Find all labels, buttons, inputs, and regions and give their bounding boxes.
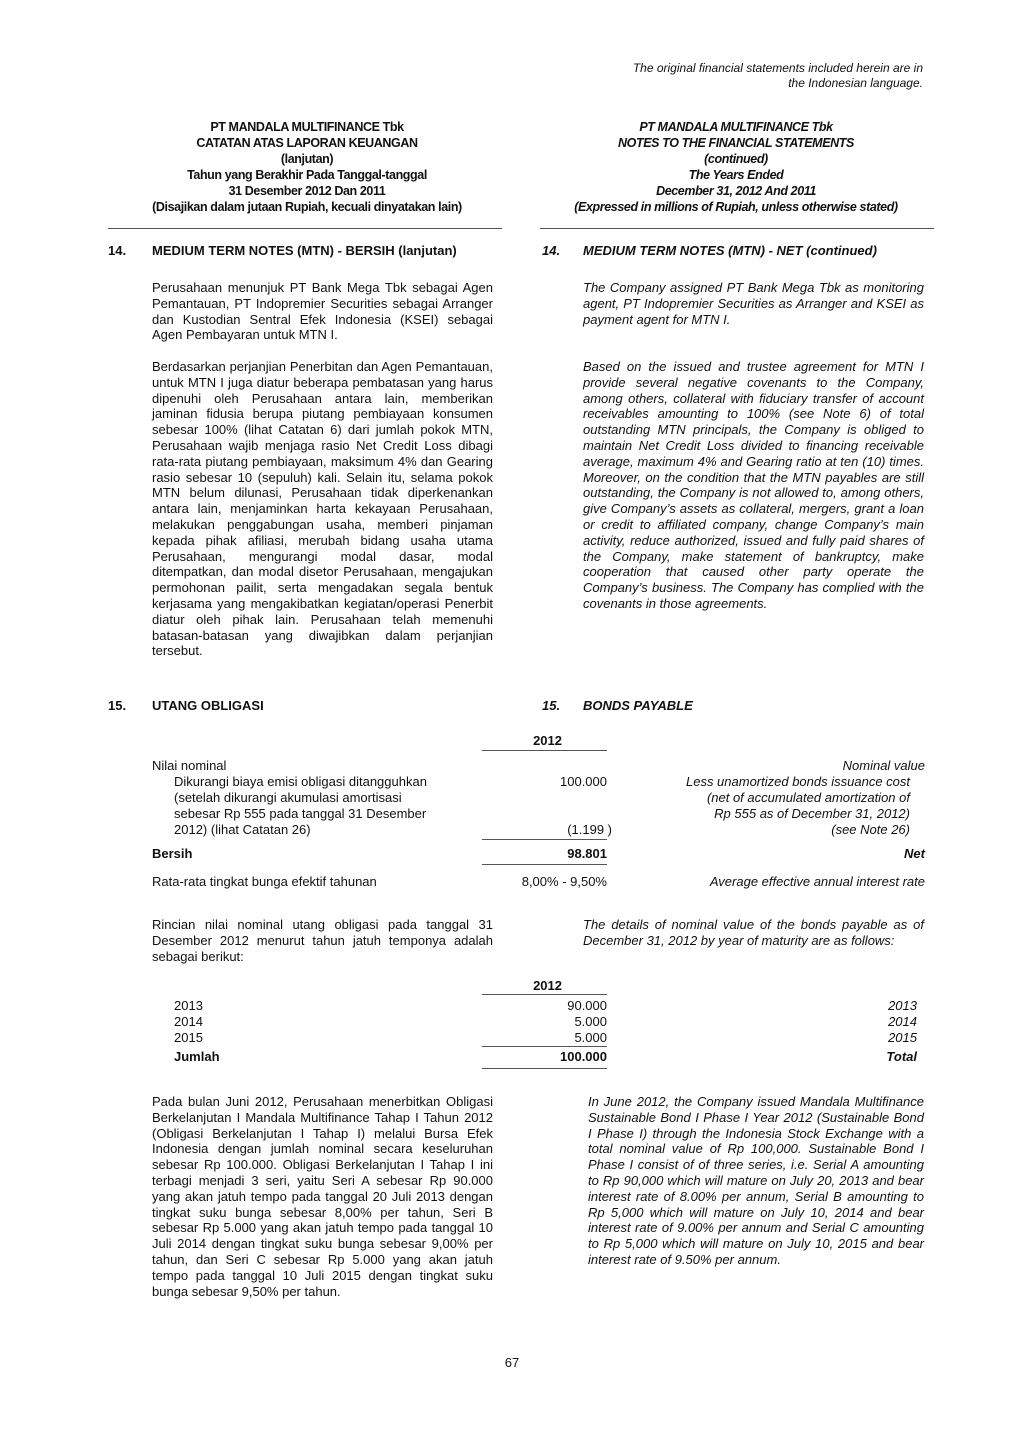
table1-subtotal-rule bbox=[482, 839, 607, 840]
table2-row-year: 2014 bbox=[174, 1014, 203, 1029]
table1-net-label-en: Net bbox=[904, 846, 925, 861]
table1-row-value: (1.199 ) bbox=[567, 822, 612, 837]
section-15-number-left: 15. bbox=[108, 698, 127, 713]
table2-row-year-en: 2014 bbox=[888, 1014, 917, 1029]
bond-issuance-paragraph-right: In June 2012, the Company issued Mandala Multifinance Sustainable Bond I Phase I Year 2012 (Sustainable Bond I Phase I) through the Indonesia Stock Exchange with a total nominal value of Rp 100,000. Sustainable Bond I Phase I consist of of three series, i.e. Serial A amounting to Rp 90,000 which will mature on July 20, 2013 and bear interest rate of 8.00% per annum, Serial B amounting to Rp 5,000 which will mature on July 10, 2014 and bear interest rate of 9.00% per annum and Serial C amounting to Rp 5,000 which will mature on July 10, 2015 and bear interest rate of 9.50% per annum. bbox=[588, 1094, 924, 1267]
table1-net-label: Bersih bbox=[152, 846, 193, 861]
section-14-title-right: MEDIUM TERM NOTES (MTN) - NET (continued) bbox=[583, 243, 877, 258]
table1-row-label-en: Nominal value bbox=[842, 758, 925, 773]
table1-net-value: 98.801 bbox=[567, 846, 607, 861]
table2-row-year: 2015 bbox=[174, 1030, 203, 1045]
section-15-title-right: BONDS PAYABLE bbox=[583, 698, 693, 713]
table2-row-value: 90.000 bbox=[567, 998, 607, 1013]
section-14-title-left: MEDIUM TERM NOTES (MTN) - BERSIH (lanjutan) bbox=[152, 243, 457, 258]
maturity-intro-left: Rincian nilai nominal utang obligasi pada tanggal 31 Desember 2012 menurut tahun jatuh temponya adalah sebagai berikut: bbox=[152, 917, 493, 964]
table1-year-header: 2012 bbox=[533, 733, 562, 748]
table1-rate-label-en: Average effective annual interest rate bbox=[709, 874, 925, 889]
section-14-number-right: 14. bbox=[542, 243, 561, 258]
table1-row-label: (setelah dikurangi akumulasi amortisasi bbox=[174, 790, 402, 805]
section-15-title-left: UTANG OBLIGASI bbox=[152, 698, 264, 713]
table1-row-label-en: Rp 555 as of December 31, 2012) bbox=[714, 806, 910, 821]
original-language-note: The original financial statements included herein are in the Indonesian language. bbox=[632, 61, 923, 90]
section-14-paragraph-1-right: The Company assigned PT Bank Mega Tbk as monitoring agent, PT Indopremier Securities as Arranger and KSEI as payment agent for MTN I. bbox=[583, 280, 924, 327]
table2-year-header: 2012 bbox=[533, 978, 562, 993]
table2-row-year-en: 2015 bbox=[888, 1030, 917, 1045]
table2-row-year-en: 2013 bbox=[888, 998, 917, 1013]
table2-row-value: 5.000 bbox=[574, 1030, 607, 1045]
section-14-paragraph-1-left: Perusahaan menunjuk PT Bank Mega Tbk sebagai Agen Pemantauan, PT Indopremier Securities sebagai Arranger dan Kustodian Sentral Efek Indonesia (KSEI) sebagai Agen Pembayaran untuk MTN I. bbox=[152, 280, 493, 343]
table1-row-label: Nilai nominal bbox=[152, 758, 227, 773]
table2-total-rule bbox=[482, 1068, 607, 1069]
page-number: 67 bbox=[504, 1355, 520, 1370]
table1-row-label: sebesar Rp 555 pada tanggal 31 Desember bbox=[174, 806, 427, 821]
table1-row-label-en: Less unamortized bonds issuance cost bbox=[685, 774, 910, 789]
table2-header-rule bbox=[482, 994, 607, 995]
table2-subtotal-rule bbox=[482, 1046, 607, 1047]
header-divider-left bbox=[108, 228, 502, 229]
table1-row-label: 2012) (lihat Catatan 26) bbox=[174, 822, 311, 837]
table1-header-rule bbox=[482, 750, 607, 751]
table1-row-value: 100.000 bbox=[560, 774, 607, 789]
table2-total-label: Jumlah bbox=[174, 1049, 220, 1064]
bond-issuance-paragraph-left: Pada bulan Juni 2012, Perusahaan menerbitkan Obligasi Berkelanjutan I Mandala Multifinance Tahap I Tahun 2012 (Obligasi Berkelanjutan I Tahap I) melalui Bursa Efek Indonesia dengan jumlah nominal secara keseluruhan sebesar Rp 100.000. Obligasi Berkelanjutan I Tahap I ini terbagi menjadi 3 seri, yaitu Seri A sebesar Rp 90.000 yang akan jatuh tempo pada tanggal 20 Juli 2013 dengan tingkat suku bunga sebesar 8,00% per tahun, Seri B sebesar Rp 5.000 yang akan jatuh tempo pada tanggal 10 Juli 2014 dengan tingkat suku bunga sebesar 9,00% per tahun, dan Seri C sebesar Rp 5.000 yang akan jatuh tempo pada tanggal 10 Juli 2015 dengan tingkat suku bunga sebesar 9,50% per tahun. bbox=[152, 1094, 493, 1299]
header-right: PT MANDALA MULTIFINANCE Tbk NOTES TO THE FINANCIAL STATEMENTS (continued) The Years Ended December 31, 2012 And 2011 (Expressed in millions of Rupiah, unless otherwise stated) bbox=[574, 120, 898, 214]
table1-row-label: Dikurangi biaya emisi obligasi ditangguhkan bbox=[174, 774, 427, 789]
table2-total-value: 100.000 bbox=[560, 1049, 607, 1064]
section-14-paragraph-2-right: Based on the issued and trustee agreement for MTN I provide several negative covenants to the Company, among others, collateral with fiduciary transfer of account receivables amounting to 100% (see Note 6) of total outstanding MTN principals, the Company is obliged to maintain Net Credit Loss divided to financing receivable average, maximum 4% and Gearing ratio at ten (10) times. Moreover, on the condition that the MTN payables are still outstanding, the Company is not allowed to, among others, give Company’s assets as collateral, mergers, grant a loan or credit to affiliated company, change Company’s main activity, reduce authorized, issued and fully paid shares of the Company, make statement of bankruptcy, make cooperation that caused other party operate the Company’s business. The Company has complied with the covenants in those agreements. bbox=[583, 359, 924, 611]
section-14-number-left: 14. bbox=[108, 243, 127, 258]
maturity-intro-right: The details of nominal value of the bonds payable as of December 31, 2012 by year of maturity are as follows: bbox=[583, 917, 924, 948]
section-14-paragraph-2-left: Berdasarkan perjanjian Penerbitan dan Agen Pemantauan, untuk MTN I juga diatur beberapa pembatasan yang harus dipenuhi oleh Perusahaan antara lain, memberikan jaminan fidusia berupa piutang pembiayaan konsumen sebesar 100% (lihat Catatan 6) dari jumlah pokok MTN, Perusahaan wajib menjaga rasio Net Credit Loss dibagi rata-rata piutang pembiayaan, maksimum 4% dan Gearing rasio sebesar 10 (sepuluh) kali. Selain itu, selama pokok MTN belum dilunasi, Perusahaan tidak diperkenankan antara lain, menjaminkan harta kekayaan Perusahaan, melakukan penggabungan usaha, memberi pinjaman kepada pihak afiliasi, merubah bidang usaha utama Perusahaan, mengurangi modal dasar, modal ditempatkan, dan modal disetor Perusahaan, mengajukan permohonan pailit, serta mengadakan segala bentuk kerjasama yang mengakibatkan kegiatan/operasi Penerbit diatur oleh pihak lain. Perusahaan telah memenuhi batasan-batasan yang diwajibkan dalam perjanjian tersebut. bbox=[152, 359, 493, 659]
table2-row-year: 2013 bbox=[174, 998, 203, 1013]
table1-row-label-en: (net of accumulated amortization of bbox=[706, 790, 910, 805]
table1-rate-label: Rata-rata tingkat bunga efektif tahunan bbox=[152, 874, 377, 889]
table2-total-label-en: Total bbox=[886, 1049, 917, 1064]
section-15-number-right: 15. bbox=[542, 698, 561, 713]
table1-rate-value: 8,00% - 9,50% bbox=[521, 874, 607, 889]
header-divider-right bbox=[540, 228, 934, 229]
table2-row-value: 5.000 bbox=[574, 1014, 607, 1029]
table1-row-label-en: (see Note 26) bbox=[831, 822, 910, 837]
header-left: PT MANDALA MULTIFINANCE Tbk CATATAN ATAS LAPORAN KEUANGAN (lanjutan) Tahun yang Berakhir Pada Tanggal-tanggal 31 Desember 2012 Dan 2011 (Disajikan dalam jutaan Rupiah, kecuali dinyatakan lain) bbox=[152, 120, 462, 214]
table1-net-rule bbox=[482, 864, 607, 865]
